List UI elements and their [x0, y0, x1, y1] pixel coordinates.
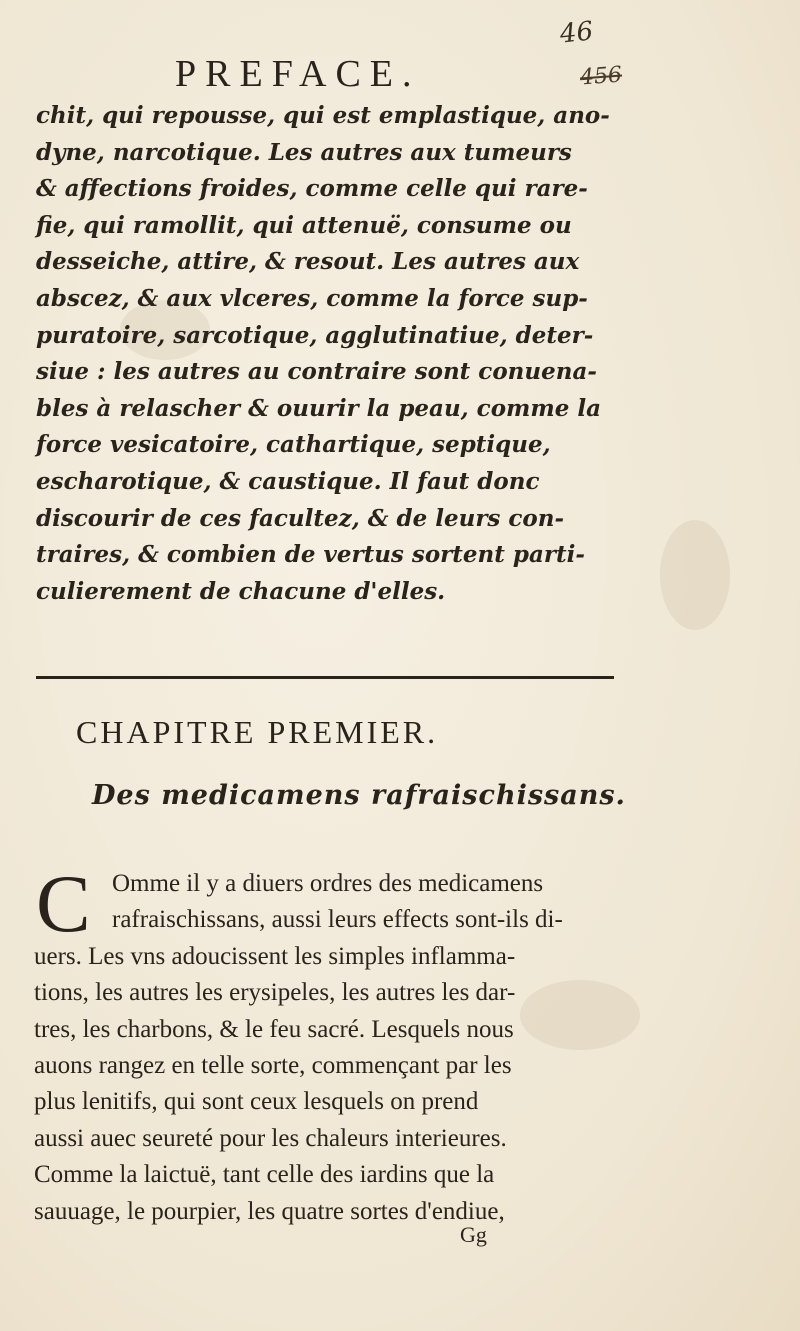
text-line: rafraischissans, aussi leurs effects sont-ils di- [112, 906, 563, 934]
text-line: Omme il y a diuers ordres des medicamens [112, 870, 544, 897]
text-line: siue : les autres au contraire sont conuena- [36, 358, 597, 386]
text-line: traires, & combien de vertus sortent parti- [36, 541, 585, 569]
text-line: chit, qui repousse, qui est emplastique, ano- [36, 102, 610, 129]
chapter-body-text [34, 858, 624, 1230]
text-line: aussi auec seureté pour les chaleurs interieures. [34, 1124, 507, 1152]
text-line: puratoire, sarcotique, agglutinatiue, deter- [36, 321, 594, 349]
running-head: PREFACE. [175, 53, 421, 95]
text-line: & affections froides, comme celle qui rare- [36, 175, 588, 203]
chapter-subtitle: Des medicamens rafraischissans. [92, 780, 626, 811]
text-line: dyne, narcotique. Les autres aux tumeurs [36, 138, 572, 166]
struck-page-number: 456 [579, 62, 623, 91]
signature-mark: Gg [460, 1222, 487, 1247]
text-line: discourir de ces facultez, & de leurs con- [36, 504, 565, 532]
text-line: bles à relascher & ouurir la peau, comme la [36, 394, 601, 422]
text-line: force vesicatoire, cathartique, septique, [36, 431, 551, 459]
text-line: escharotique, & caustique. Il faut donc [36, 467, 540, 495]
drop-cap: C [36, 858, 91, 949]
preface-text [36, 98, 636, 610]
text-line: culierement de chacune d'elles. [36, 577, 446, 605]
text-line: desseiche, attire, & resout. Les autres aux [36, 248, 580, 276]
text-line: uers. Les vns adoucissent les simples inflamma- [34, 942, 516, 970]
handwritten-folio-number: 46 [558, 16, 595, 50]
text-line: tres, les charbons, & le feu sacré. Lesquels nous [34, 1015, 514, 1043]
text-line: sauuage, le pourpier, les quatre sortes d'endiue, [34, 1197, 505, 1225]
text-line: abscez, & aux vlceres, comme la force sup- [36, 284, 588, 312]
text-line: plus lenitifs, qui sont ceux lesquels on prend [34, 1088, 479, 1116]
text-line: Comme la laictuë, tant celle des iardins que la [34, 1161, 495, 1189]
section-divider-rule [36, 676, 614, 679]
text-line: tions, les autres les erysipeles, les autres les dar- [34, 979, 516, 1007]
text-line: fie, qui ramollit, qui attenuë, consume ou [36, 211, 572, 239]
chapter-title: CHAPITRE PREMIER. [76, 714, 439, 750]
text-line: auons rangez en telle sorte, commençant par les [34, 1052, 512, 1080]
